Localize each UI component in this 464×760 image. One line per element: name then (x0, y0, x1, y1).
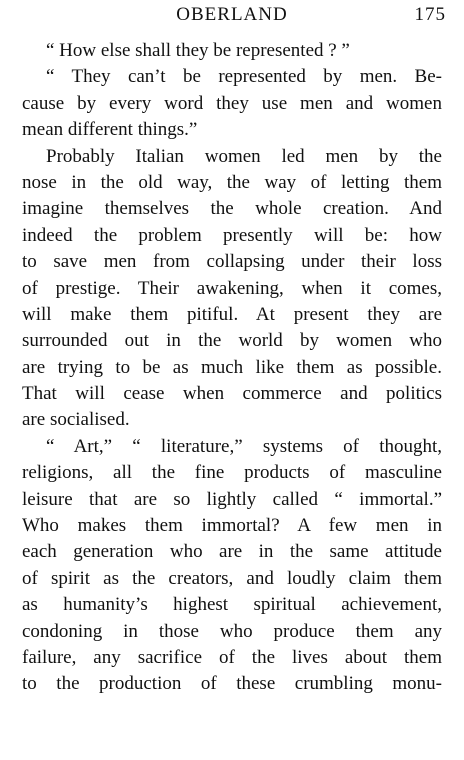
text-line: indeed the problem presently will be: how (22, 224, 442, 246)
page-number: 175 (414, 4, 446, 25)
text-line: surrounded out in the world by women who (22, 330, 442, 352)
text-line: imagine themselves the whole creation. And (22, 198, 442, 220)
text-line: as humanity’s highest spiritual achievement, (22, 594, 442, 616)
text-line: cause by every word they use men and women (22, 92, 442, 114)
text-line: “ They can’t be represented by men. Be- (46, 66, 442, 88)
text-line: mean different things.” (22, 119, 198, 141)
running-title: OBERLAND (176, 4, 288, 25)
text-line: religions, all the fine products of masculine (22, 462, 442, 484)
text-line: nose in the old way, the way of letting them (22, 171, 442, 193)
text-line: of spirit as the creators, and loudly claim them (22, 567, 442, 589)
text-line: leisure that are so lightly called “ immortal.” (22, 488, 442, 510)
text-line: are trying to be as much like them as possible. (22, 356, 442, 378)
running-head (0, 4, 464, 28)
text-line: Who makes them immortal? A few men in (22, 515, 442, 537)
text-line: of prestige. Their awakening, when it comes, (22, 277, 442, 299)
text-line: That will cease when commerce and politics (22, 383, 442, 405)
text-line: Probably Italian women led men by the (46, 145, 442, 167)
text-line: to the production of these crumbling monu- (22, 673, 442, 695)
body-text (22, 38, 442, 698)
text-line: failure, any sacrifice of the lives about them (22, 646, 442, 668)
text-line: condoning in those who produce them any (22, 620, 442, 642)
text-line: “ Art,” “ literature,” systems of thought, (46, 435, 442, 457)
text-line: each generation who are in the same attitude (22, 541, 442, 563)
text-line: are socialised. (22, 409, 130, 431)
text-line: “ How else shall they be represented ? ” (46, 40, 350, 61)
text-line: will make them pitiful. At present they are (22, 303, 442, 325)
text-line: to save men from collapsing under their loss (22, 251, 442, 273)
